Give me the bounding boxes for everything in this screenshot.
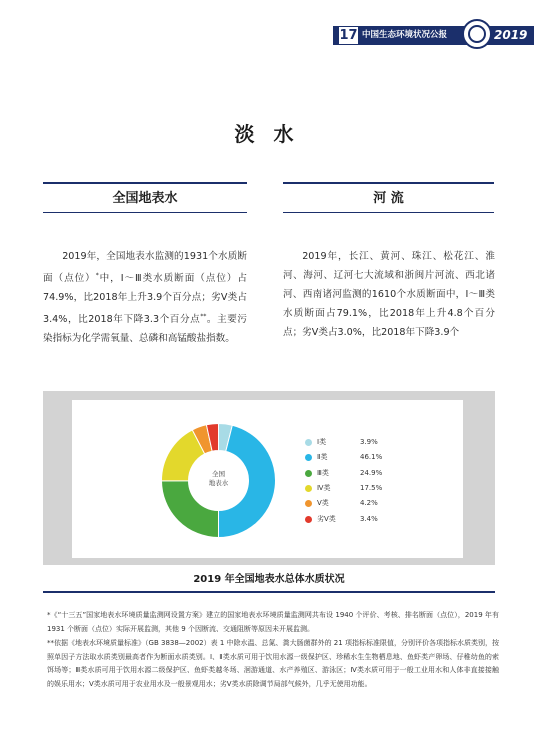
publication-title: 中国生态环境状况公报 — [362, 30, 448, 40]
header-circle-icon — [462, 19, 492, 49]
pie-slice-3 — [162, 481, 219, 538]
legend-swatch — [305, 500, 312, 507]
footnote-marker-2: ** — [200, 313, 207, 321]
legend-label: Ⅴ类 — [317, 499, 329, 508]
legend-label: Ⅲ类 — [317, 468, 329, 477]
legend-label: Ⅰ类 — [317, 438, 327, 446]
legend-swatch — [305, 470, 312, 477]
page-number: 17 — [339, 28, 358, 43]
legend-value: 46.1% — [360, 453, 383, 462]
header-year: 2019 — [494, 28, 528, 42]
page-title: 淡 水 — [234, 122, 300, 146]
legend-item — [305, 437, 400, 448]
footnote-1: *《“十三五”国家地表水环境质量监测网设置方案》建立的国家地表水环境质量监测网共布设 1940 个评价、考核、排名断面（点位），2019 年有 1931 个断面（点位）实际开展监测，其他 9 个因断流、交通阻断等原因未开展监测。 — [47, 611, 499, 633]
rivers-paragraph: 2019年，长江、黄河、珠江、松花江、淮河、海河、辽河七大流域和浙闽片河流、西北诸河、西南诸河监测的1610个水质断面中，Ⅰ～Ⅲ类水质断面占79.1%，比2018年上升4.8个百分点；劣Ⅴ类占3.0%，比2018年下降3.9个 — [283, 251, 495, 338]
legend-value: 3.9% — [360, 438, 378, 446]
figure-caption: 2019 年全国地表水总体水质状况 — [43, 569, 495, 593]
legend-value: 17.5% — [360, 483, 383, 492]
legend-value: 4.2% — [360, 499, 378, 508]
legend-item — [305, 468, 400, 479]
section-heading-rivers: 河 流 — [283, 182, 494, 213]
legend-item — [305, 514, 400, 525]
legend-label: Ⅳ类 — [317, 483, 331, 492]
legend-label: Ⅱ类 — [317, 453, 328, 462]
legend-item — [305, 498, 400, 509]
legend-value: 3.4% — [360, 514, 378, 523]
legend-item — [305, 483, 400, 494]
legend-swatch — [305, 516, 312, 523]
footnote-2: **依据《地表水环境质量标准》（GB 3838—2002）表 1 中除水温、总氮、粪大肠菌群外的 21 项指标标准限值，分别评价各项指标水质类别，按照单因子方法取水质类别最高者作为断面水质类别。Ⅰ、Ⅱ类水质可用于饮用水源一级保护区、珍稀水生生物栖息地、鱼虾类产卵场、仔稚幼鱼的索饵场等；Ⅲ类水质可用于饮用水源二级保护区、鱼虾类越冬场、洄游通道、水产养殖区、游泳区；Ⅳ类水质可用于一般工业用水和人体非直接接触的娱乐用水；Ⅴ类水质可用于农业用水及一般景观用水；劣Ⅴ类水质除调节局部气候外，几乎无使用功能。 — [47, 639, 499, 688]
pie-center-label: 全国 地表水 — [208, 470, 229, 487]
footnote-marker-1: * — [95, 272, 99, 279]
legend-swatch — [305, 439, 312, 446]
legend-label: 劣Ⅴ类 — [317, 514, 336, 523]
legend-value: 24.9% — [360, 468, 383, 477]
surface-water-paragraph: 2019年，全国地表水监测的1931个水质断面（点位）*中，Ⅰ～Ⅲ类水质断面（点位）占74.9%，比2018年上升3.9个百分点；劣Ⅴ类占3.4%，比2018年下降3.3个百分点**。主要污染指标为化学需氧量、总磷和高锰酸盐指数。 — [43, 251, 248, 345]
legend-item — [305, 452, 400, 463]
legend-swatch — [305, 454, 312, 461]
section-heading-surface-water: 全国地表水 — [43, 182, 247, 213]
legend-swatch — [305, 485, 312, 492]
